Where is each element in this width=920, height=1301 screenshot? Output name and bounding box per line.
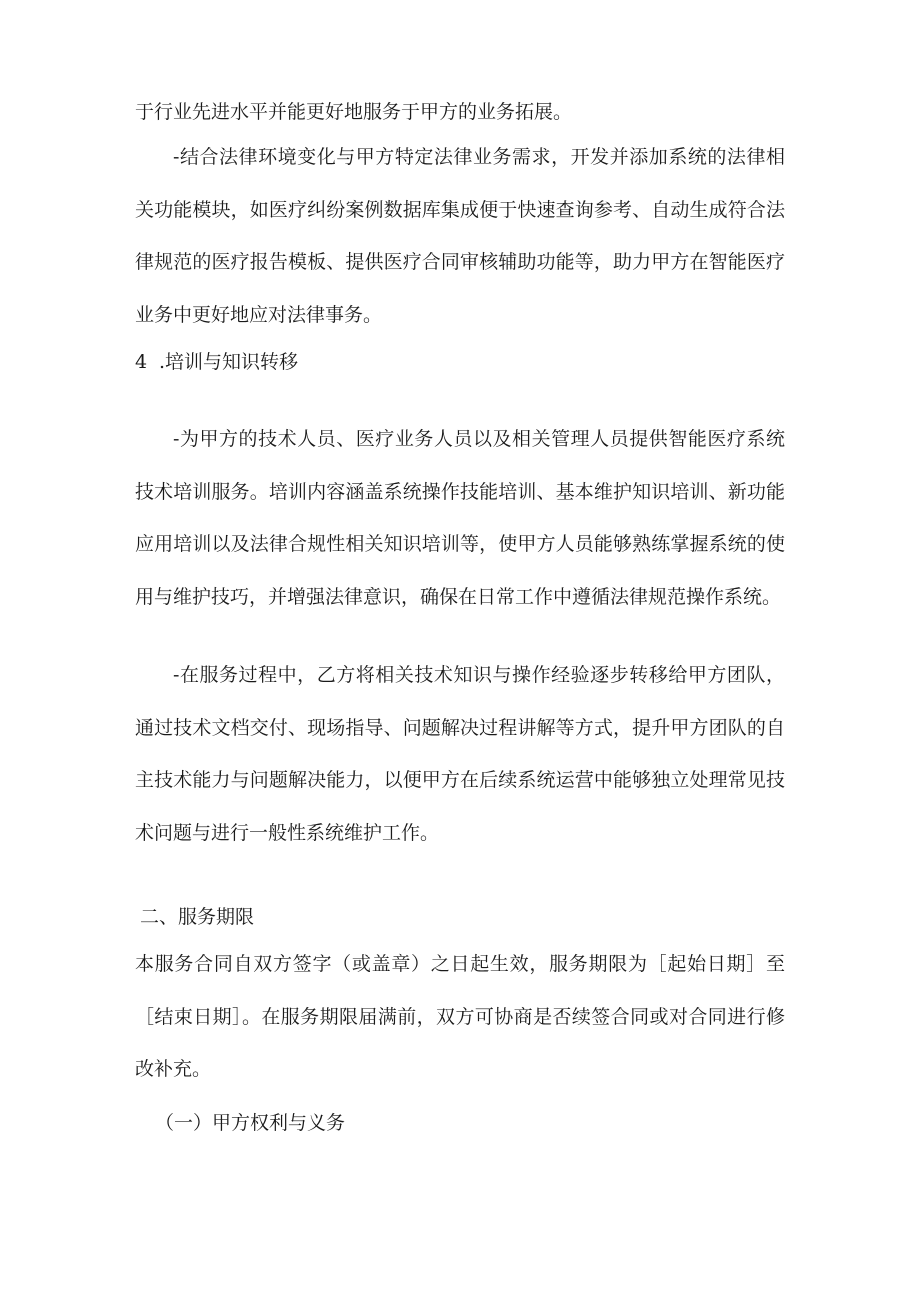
section-heading-training: [135, 347, 298, 377]
paragraph-continuation: 于行业先进水平并能更好地服务于甲方的业务拓展。: [135, 101, 573, 123]
paragraph-service-term: 本服务合同自双方签字（或盖章）之日起生效，服务期限为［起始日期］至［结束日期］。在服务期限届满前，双方可协商是否续签合同或对合同进行修改补充。: [135, 953, 785, 1080]
section-title: .培训与知识转移: [159, 351, 299, 373]
paragraph-knowledge-transfer: -在服务过程中，乙方将相关技术知识与操作经验逐步转移给甲方团队，通过技术文档交付、现场指导、问题解决过程讲解等方式，提升甲方团队的自主技术能力与问题解决能力，以便甲方在后续系统运营中能够独立处理常见技术问题与进行一般性系统维护工作。: [135, 664, 785, 844]
section-heading-service-term: 二、服务期限: [140, 906, 255, 928]
paragraph-training-service: -为甲方的技术人员、医疗业务人员以及相关管理人员提供智能医疗系统技术培训服务。培训内容涵盖系统操作技能培训、基本维护知识培训、新功能应用培训以及法律合规性相关知识培训等，使甲方人员能够熟练掌握系统的使用与维护技巧，并增强法律意识，确保在日常工作中遵循法律规范操作系统。: [135, 428, 785, 608]
paragraph-legal-modules: -结合法律环境变化与甲方特定法律业务需求，开发并添加系统的法律相关功能模块，如医疗纠纷案例数据库集成便于快速查询参考、自动生成符合法律规范的医疗报告模板、提供医疗合同审核辅助功能等，助力甲方在智能医疗业务中更好地应对法律事务。: [135, 146, 785, 326]
section-number: 4: [135, 351, 148, 373]
subsection-heading-party-a-rights: （一）甲方权利与义务: [155, 1112, 346, 1134]
